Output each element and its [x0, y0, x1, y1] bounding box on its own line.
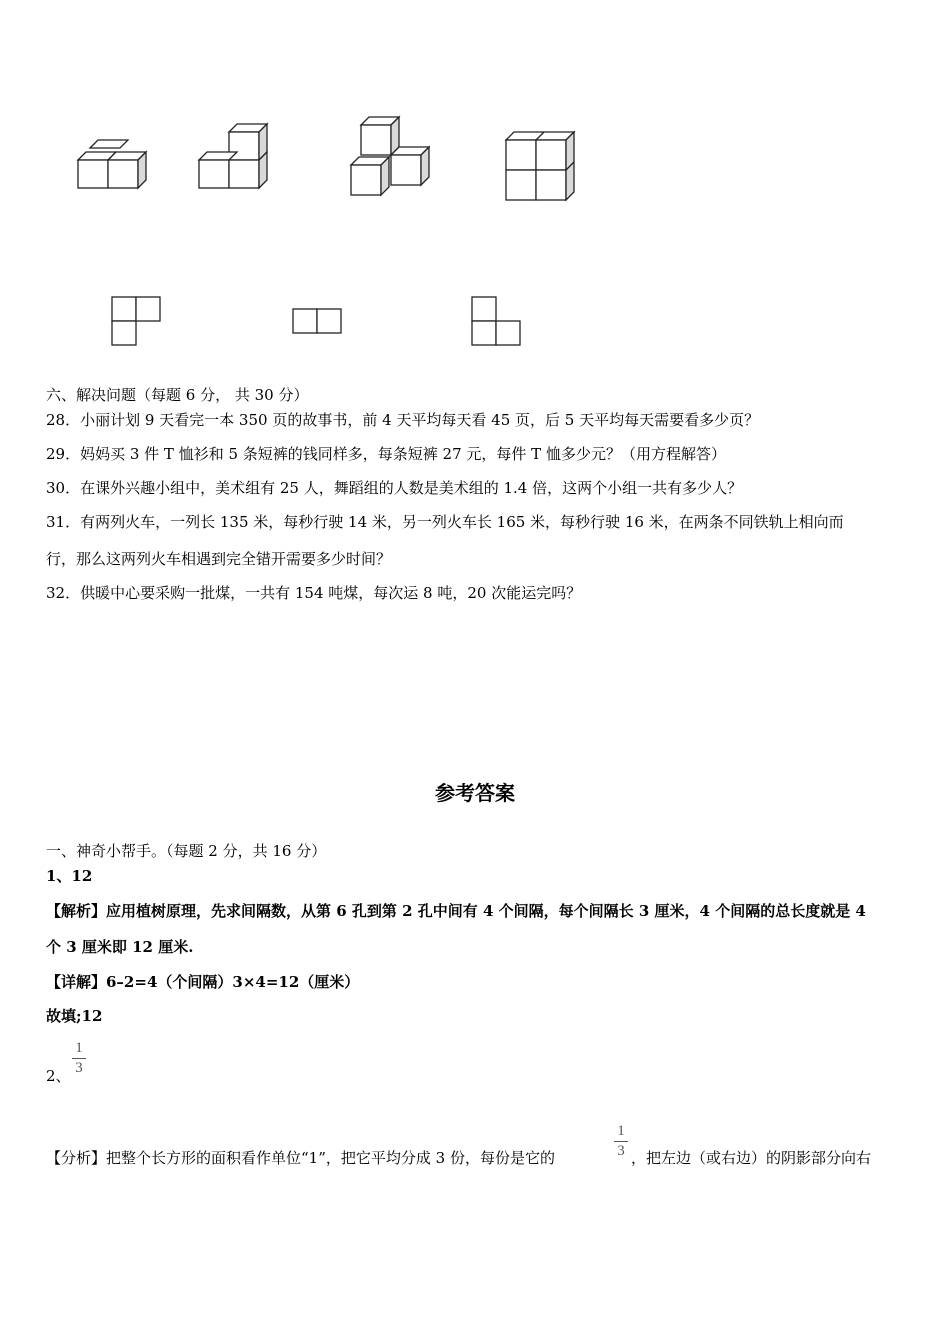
answer-2-analysis-part2: ，把左边（或右边）的阴影部分向右 — [631, 1149, 872, 1167]
cube-figure-2 — [199, 124, 267, 188]
answer-1-analysis-line2: 个 3 厘米即 12 厘米. — [46, 938, 194, 956]
answer-2-analysis-fraction — [614, 1123, 628, 1160]
fraction-bar — [614, 1141, 628, 1142]
cube-figure-4 — [506, 132, 574, 200]
answers-section1-heading: 一、神奇小帮手。（每题 2 分，共 16 分） — [46, 842, 327, 860]
cube-figure-1 — [78, 140, 146, 188]
answer-1-analysis-line1: 【解析】应用植树原理，先求间隔数，从第 6 孔到第 2 孔中间有 4 个间隔，每个间隔长 3 厘米，4 个间隔的总长度就是 4 — [46, 902, 866, 920]
view-shape-3 — [472, 297, 520, 345]
view-shape-2 — [293, 309, 341, 333]
question-30: 30．在课外兴趣小组中，美术组有 25 人，舞蹈组的人数是美术组的 1.4 倍，这两个小组一共有多少人？ — [46, 479, 743, 497]
fraction-numerator: 1 — [617, 1123, 625, 1139]
view-shapes — [100, 290, 540, 350]
fraction-denominator: 3 — [75, 1060, 83, 1076]
answer-2-analysis-part1: 【分析】把整个长方形的面积看作单位“1”，把它平均分成 3 份，每份是它的 — [46, 1149, 555, 1167]
answer-1-fill: 故填;12 — [46, 1007, 103, 1025]
answer-1: 1、12 — [46, 867, 93, 885]
cube-figure-3 — [351, 117, 429, 195]
answer-2-fraction — [72, 1040, 86, 1077]
section6-heading: 六、解决问题（每题 6 分， 共 30 分） — [46, 386, 309, 404]
fraction-numerator: 1 — [75, 1040, 83, 1056]
answers-title: 参考答案 — [435, 781, 515, 805]
fraction-bar — [72, 1058, 86, 1059]
question-31-line2: 行，那么这两列火车相遇到完全错开需要多少时间？ — [46, 550, 392, 568]
view-shape-1 — [112, 297, 160, 345]
question-29: 29．妈妈买 3 件 T 恤衫和 5 条短裤的钱同样多，每条短裤 27 元，每件 T 恤多少元？（用方程解答） — [46, 445, 726, 463]
question-28: 28．小丽计划 9 天看完一本 350 页的故事书，前 4 天平均每天看 45 页，后 5 天平均每天需要看多少页？ — [46, 411, 760, 429]
answer-2-prefix: 2、 — [46, 1067, 71, 1085]
fraction-denominator: 3 — [617, 1143, 625, 1159]
question-32: 32．供暖中心要采购一批煤，一共有 154 吨煤，每次运 8 吨，20 次能运完吗？ — [46, 584, 582, 602]
question-31-line1: 31．有两列火车，一列长 135 米，每秒行驶 14 米，另一列火车长 165 米，每秒行驶 16 米，在两条不同铁轨上相向而 — [46, 513, 844, 531]
cube-figures — [70, 108, 590, 208]
answer-1-detail: 【详解】6–2=4（个间隔）3×4=12（厘米） — [46, 973, 360, 991]
